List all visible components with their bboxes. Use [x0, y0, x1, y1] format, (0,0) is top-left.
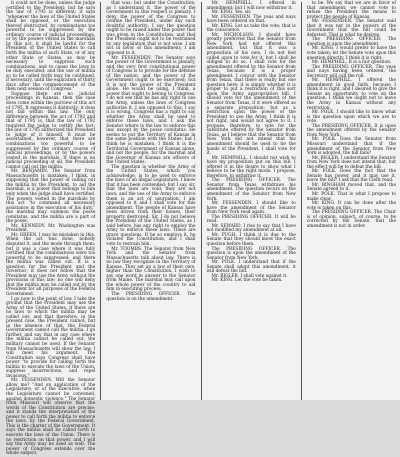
column-rule	[301, 2, 302, 400]
text-columns	[6, 1, 396, 457]
paragraph: Mr. KENNEDY. Mr. Washington was President.	[6, 223, 96, 234]
paragraph: Mr. HEMPHILL. I offered the amendment in good faith, because I think it is right, and I desired to give the Senate an opportunity to vote on the question. I think we ought not to leave the Army in Kansas without any restriction.	[306, 78, 396, 111]
paragraph: Mr. KING. I would prefer to have the vote taken; let the Senate vote upon this question directly. I think it is right.	[306, 46, 396, 61]
paragraph: Mr. FESSENDEN. The yeas and nays have been ordered on that.	[206, 14, 296, 25]
paragraph: Suppose there are no judicial proceedings in Kansas, then the case does come within the purview of this act of 1795. It expresses it distinctly; it does not fall within this law. The only difference between the act of 1792 and that of 1795 is, that the law of 1792 required the judge to certify the fact; the law of 1795 authorized the President to judge of it himself. It must be ascertained, however, that there are combinations too powerful to be suppressed by the ordinary course of judicial proceedings, or by the powers vested in the marshals. If there is no judicial proceeding at all, the President cannot call out the militia.	[6, 91, 96, 170]
column-rule	[100, 2, 101, 400]
paragraph: it could not be done, unless the judge certified to the President; but he says the law of 1795 is different; it says "whenever the laws of the United States shall be opposed, or the execution thereof obstructed, by combinations too powerful to be suppressed by the ordinary course of judicial proceedings, or by the powers vested in the marshals by this act, it shall be lawful for the President of the United States to call forth the militia of such State, or of any other State or States, as may be necessary to suppress such combinations, and to cause the laws to be duly executed; and the use of militia so to be called forth may be continued, if necessary, until the expiration of thirty days after the commencement of the then next session of Congress."	[6, 1, 96, 93]
paragraph: Mr. BIGLER. I shall vote against it.	[211, 273, 288, 279]
paragraph: The PRESIDING OFFICER. It will be read.	[206, 214, 296, 225]
column-2	[106, 2, 195, 400]
paragraph: Mr. BIGLER. I understand the Senator from New York does not intend that; but the effect will be to defeat the bill.	[306, 155, 396, 170]
paragraph: Mr. PUGH. I think it is due to the Senate that they should know the exact question before them.	[206, 232, 296, 247]
paragraph: Mr. HEMPHILL. I offered in amendment; but I will now withdraw it.	[206, 1, 296, 11]
paragraph: Mr. HEMPHILL. It is a fair question.	[311, 60, 392, 66]
column-3	[207, 2, 296, 400]
paragraph: The PRESIDING OFFICER. The Senator from Texas withdraws his amendment. The question recurs on the amendment of the Senator from New York.	[206, 178, 296, 202]
paragraph: Mr. KING. Yes, sir.	[211, 10, 252, 16]
paragraph: The PRESIDING OFFICER. The Chair is of opinion, subject, of course, to be corrected by the Senate, that the amendment is not in order.	[306, 210, 396, 229]
paragraph: I go now to the point of law. I take the ground that the President may use the Army of the United States, if there are no laws to which the militia may be called out; and that therefore, in the present case, the President cannot; but in the absence of that, the Federal Government cannot call the militia. I go further, and say that in any case where the militia cannot be called out, the military cannot be used. If the Senator from Massachusetts will show the law, I will meet his argument. The Constitution says Congress shall have power "to provide for calling forth the militia to execute the laws of the Union, suppress insurrections, and repel invasions."	[6, 296, 96, 379]
paragraph: Mr. POLK. Does the Senator from Missouri understand that if the amendment of the Senator from New York is adopted, the bill fails?	[306, 137, 396, 157]
paragraph: The PRESIDING OFFICER. The question is upon the amendment.	[306, 37, 396, 47]
column-rule	[201, 2, 202, 400]
paragraph: Mr. FESSENDEN. The Senator says the power of the Government is plenary, and the very first constitutional power of Congress is to provide for the defense of the nation, and the power of the Government ought to be exercised; but it is not the power of the President alone. He would be using, I think, a power that ought to belong to Congress. I do not see that he has any right to use the Army, unless the laws of Congress authorize it. I am opposed to this; I say it is wrong. Congress has a right to say whether the Army shall be used to enforce these laws, and I ask the Senator where is the law to enforce this law, except by the posse comitatus. He seems to put the Territory of Kansas in the same position with the States; but I think he is mistaken. I think it is the Territorial Government of Kansas alone, and not the people, for the marshal and the Governor of Kansas are officers of the United States.	[106, 55, 196, 166]
paragraph: Mr. KING. Let us take the vote; that is the conscience.	[206, 23, 296, 34]
paragraph: Mr. POLK. I understand that if the Senate shall adopt this amendment, it will defeat the bill.	[206, 260, 296, 275]
column-4	[307, 2, 396, 400]
paragraph: Mr. FESSENDEN. The Senator said that it was not in the powers of the Government that the bill could be defeated. That is what he desires.	[306, 19, 396, 38]
paragraph: that was; but under the Constitution, as I understand it, the power of the Government in this respect is plenary. I deny the power of the Congress to confine the President, under any such doubtful authority; I say the question ought to be raised under this power that was given in the Constitution, and that the President ought not to be restrained by any legislation that is not wise. I am not in favor of this amendment; I am opposed to it.	[106, 1, 196, 57]
paragraph: The question is whether the Army of the United States, which you acknowledge, is to be used to enforce the laws of an illegal Legislature. I know that it has been contended; but I say, sir, that the laws are void; they are not laws; and the use of the Army to enforce them is an act of usurpation. I am opposed to it and I shall vote for this amendment. The people of Kansas have been driven from their homes, their property destroyed. Sir, I do not believe the President of the United States, as I said before, has any right to employ the Army to enforce these laws. These are grave questions. If he so employs it, he violates the Constitution, and I shall vote to restrain him.	[106, 164, 196, 247]
paragraph: Mr. HEMPHILL. I should not wish to have my proposition put on this bill. I offered it in the desire to show what I believe to be the right mode. I propose, therefore, to withdraw it.	[206, 155, 296, 179]
paragraph: Mr. POLK. That is what I propose to make clear.	[306, 191, 396, 202]
paragraph: The PRESIDING OFFICER. It is upon the amendment offered by the Senator from New York.	[306, 123, 396, 138]
paragraph: Mr. FESSENDEN. I should like to have the amendment of the Senator from New York read again.	[206, 201, 296, 216]
paragraph: Mr. NICHOLSON. I should have greatly preferred that the Senator from New York had not offered this amendment, but that it was a proposition of his own. I do not feel called upon to vote for it, but I shall be obliged to do so. I shall vote for the amendment offered by the Senator from Texas, because it is a proper amendment. I concur with the Senator from Texas, that there is really but one question here; it is simply whether it is proper to put a restriction of this sort upon the Army appropriation bill. I should vote for the amendment of the Senator from Texas, if it were offered as a separate proposition; but as a restriction upon the power of the President to use the Army, I think it is not right, and would not agree to it. I propose, therefore, to vote for the substitute offered by the Senator from Texas, as I believe that the Senator from New York did not intend that his amendment should be used to tie the hands of the President. I shall vote for it.	[206, 32, 296, 157]
paragraph: to be. We say that we are in favor of that amendment; we cannot vote to refuse the President the means to protect the people of Kansas.	[306, 1, 396, 20]
paragraph: Mr. KING. It can be done after the vote is taken on this.	[306, 201, 396, 211]
paragraph: Mr. POLK. I should like to know what is the question upon which we are to vote.	[306, 110, 396, 125]
paragraph: Mr. TOOMBS. The Senator from New York and the Senator from Massachusetts talk about law. There is no law they recognize in the Territory of Kansas. They set up a law of their own, higher than the Constitution. I wish to say one word in answer to the Senator from Maine. The marshal may call upon the whole power of the country to aid him in executing process.	[106, 246, 196, 293]
paragraph: Mr. BENJAMIN. The Senator from Massachusetts is mistaken, I think, in supposing that the power of calling out the militia by the President, to aid the marshal, is a power that belongs to him only when the judge shall have certified. The powers vested in the marshals by this act "to command all necessary assistance in the execution of his duty," the marshal may summon the posse comitatus, and the militia are a part of the posse.	[6, 169, 96, 225]
paragraph: Mr. BINGHAM moved that, and the Senate agreed to it.	[306, 182, 396, 193]
paragraph: The PRESIDING OFFICER. The question is upon the amendment of the Senator from New York.	[206, 246, 296, 261]
paragraph: Mr. KING. Let the vote be taken.	[211, 278, 283, 284]
paragraph: Mr. SEWARD. I rise to say that I have not modified my amendment at all.	[206, 223, 296, 234]
paragraph: Mr. GREEN. I may be mistaken in this. When the act was done, nobody disputed it, and the mode through them; but it was a case where it was fully certified that the combinations were too powerful to be suppressed; and there the militia was called out. It is a question for the President and the Governor; it does not follow that the President may use the Army without the provisions of this law; no one will deny that the militia may be called out by the President for all purposes of the Federal Government.	[6, 232, 96, 297]
paragraph: Mr. FESSENDEN. Will the Senator allow me? "And on application of the Legislature, or of the Executive, when the Legislature cannot be convened, against domestic violence." The Senator from Missouri will observe that the words of the Constitution are precise; and it stands the interpretation of the power to call forth the militia to enforce the laws, by the Federal Government. This is the charter of the Government. It says the militia shall be called forth to execute the laws of the Union. There is no restriction on that power, and I will say the Army may be used as well. The power of Congress extends over the whole subject.	[6, 378, 96, 457]
paragraph: The PRESIDING OFFICER. The yeas and nays having been ordered, the Secretary will call the roll.	[306, 64, 396, 79]
column-1	[6, 1, 96, 457]
paragraph: Mr. POLK. Does the fact that the Senate has power, and it may use it, leave the bill? I ask that the Clerk read.	[306, 169, 396, 184]
paragraph: The PRESIDING OFFICER. The question is on the amendment.	[106, 292, 196, 302]
